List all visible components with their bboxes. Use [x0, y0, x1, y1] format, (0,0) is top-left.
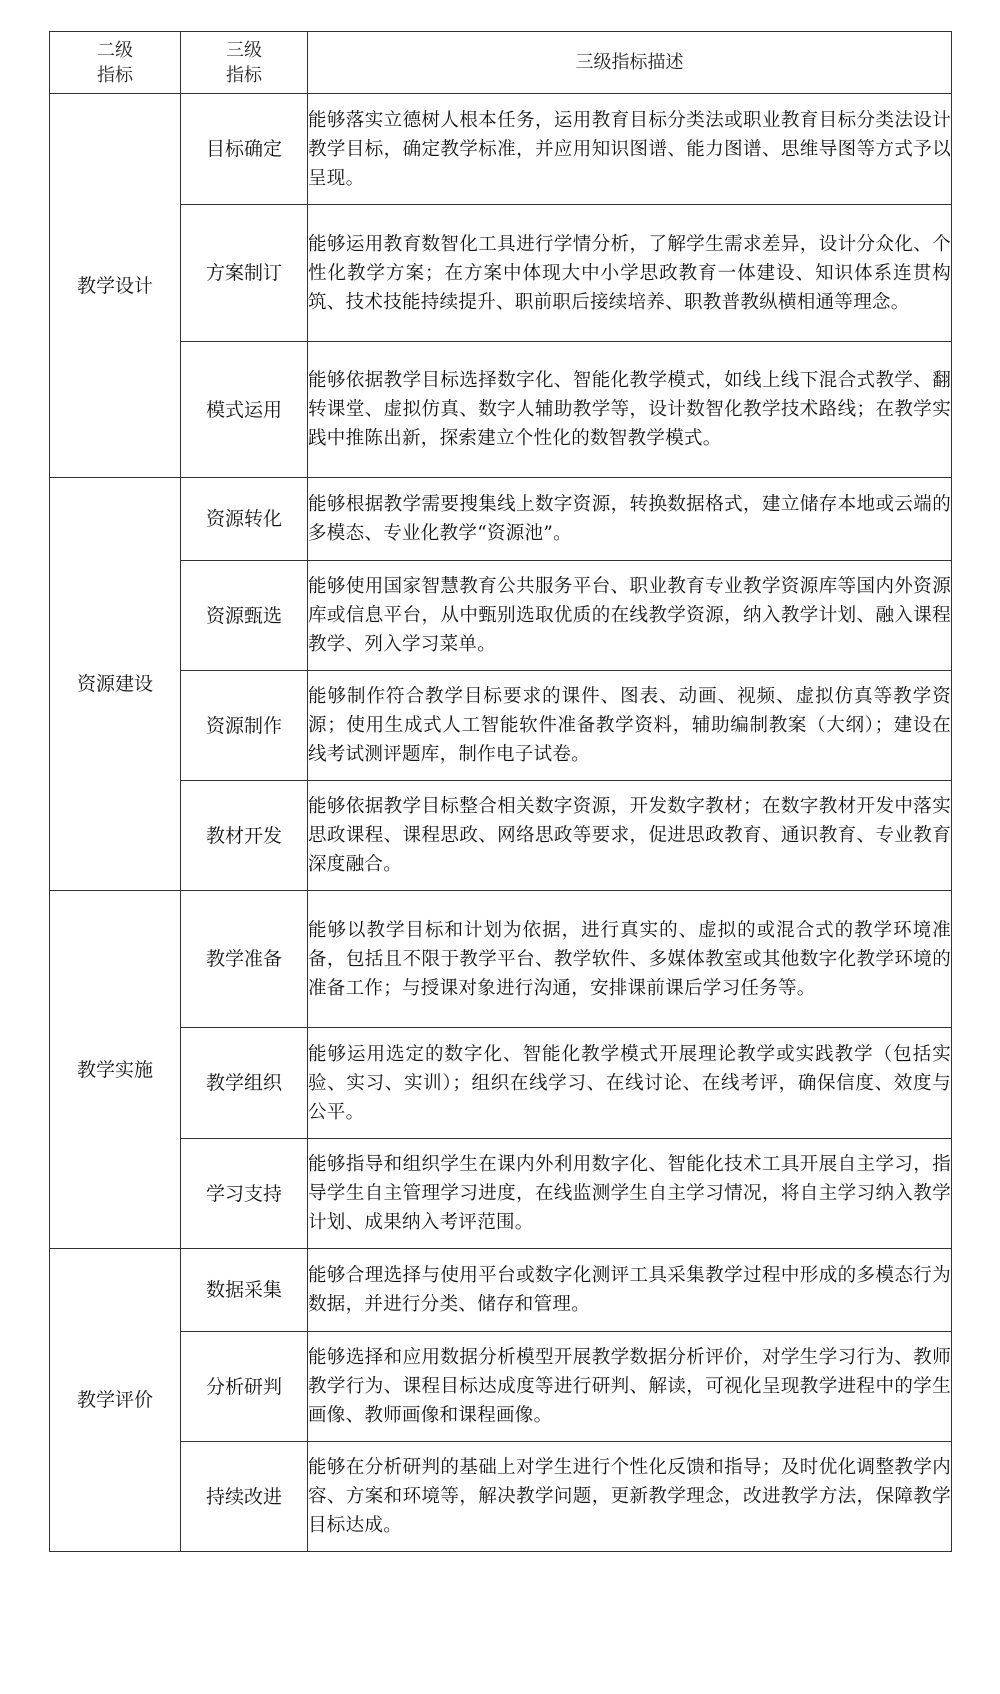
level2-teaching-evaluation: 教学评价	[50, 1249, 181, 1552]
desc-cell: 能够选择和应用数据分析模型开展教学数据分析评价，对学生学习行为、教师教学行为、课程目标达成度等进行研判、解读，可视化呈现教学进程中的学生画像、教师画像和课程画像。	[308, 1332, 952, 1442]
desc-cell: 能够使用国家智慧教育公共服务平台、职业教育专业教学资源库等国内外资源库或信息平台，从中甄别选取优质的在线教学资源，纳入教学计划、融入课程教学、列入学习菜单。	[308, 561, 952, 671]
level2-teaching-implementation: 教学实施	[50, 891, 181, 1249]
header-description-label: 三级指标描述	[575, 52, 684, 73]
header-level2-line1: 二级	[97, 39, 133, 61]
table-row	[50, 1139, 952, 1249]
table-row	[50, 891, 952, 1028]
table-row	[50, 1442, 952, 1552]
table-row	[50, 781, 952, 891]
indicator-table	[49, 31, 952, 1552]
desc-cell: 能够制作符合教学目标要求的课件、图表、动画、视频、虚拟仿真等教学资源；使用生成式人工智能软件准备教学资料，辅助编制教案（大纲）；建设在线考试测评题库，制作电子试卷。	[308, 671, 952, 781]
header-level3	[181, 32, 308, 94]
level3-cell: 分析研判	[181, 1332, 308, 1442]
table-row	[50, 94, 952, 205]
header-level2	[50, 32, 181, 94]
desc-cell: 能够在分析研判的基础上对学生进行个性化反馈和指导；及时优化调整教学内容、方案和环境等，解决教学问题，更新教学理念，改进教学方法，保障教学目标达成。	[308, 1442, 952, 1552]
table-row	[50, 342, 952, 478]
level3-cell: 资源制作	[181, 671, 308, 781]
desc-cell: 能够落实立德树人根本任务，运用教育目标分类法或职业教育目标分类法设计教学目标，确定教学标准，并应用知识图谱、能力图谱、思维导图等方式予以呈现。	[308, 94, 952, 205]
desc-cell: 能够指导和组织学生在课内外利用数字化、智能化技术工具开展自主学习，指导学生自主管理学习进度，在线监测学生自主学习情况，将自主学习纳入教学计划、成果纳入考评范围。	[308, 1139, 952, 1249]
table-row	[50, 1028, 952, 1139]
level3-cell: 资源甄选	[181, 561, 308, 671]
desc-cell: 能够运用教育数智化工具进行学情分析，了解学生需求差异，设计分众化、个性化教学方案；在方案中体现大中小学思政教育一体建设、知识体系连贯构筑、技术技能持续提升、职前职后接续培养、职教普教纵横相通等理念。	[308, 205, 952, 342]
desc-cell: 能够依据教学目标选择数字化、智能化教学模式，如线上线下混合式教学、翻转课堂、虚拟仿真、数字人辅助教学等，设计数智化教学技术路线；在教学实践中推陈出新，探索建立个性化的数智教学模式。	[308, 342, 952, 478]
level3-cell: 模式运用	[181, 342, 308, 478]
table-row	[50, 1332, 952, 1442]
level3-cell: 持续改进	[181, 1442, 308, 1552]
table-row	[50, 671, 952, 781]
desc-cell: 能够合理选择与使用平台或数字化测评工具采集教学过程中形成的多模态行为数据，并进行分类、储存和管理。	[308, 1249, 952, 1332]
level3-cell: 教材开发	[181, 781, 308, 891]
table-row	[50, 478, 952, 561]
level3-cell: 学习支持	[181, 1139, 308, 1249]
table-row	[50, 1249, 952, 1332]
header-level3-line1: 三级	[226, 39, 262, 61]
level2-resource-building: 资源建设	[50, 478, 181, 891]
level3-cell: 资源转化	[181, 478, 308, 561]
level2-teaching-design: 教学设计	[50, 94, 181, 478]
level3-cell: 方案制订	[181, 205, 308, 342]
level3-cell: 教学组织	[181, 1028, 308, 1139]
desc-cell: 能够以教学目标和计划为依据，进行真实的、虚拟的或混合式的教学环境准备，包括且不限于教学平台、教学软件、多媒体教室或其他数字化教学环境的准备工作；与授课对象进行沟通，安排课前课后学习任务等。	[308, 891, 952, 1028]
desc-cell: 能够运用选定的数字化、智能化教学模式开展理论教学或实践教学（包括实验、实习、实训）；组织在线学习、在线讨论、在线考评，确保信度、效度与公平。	[308, 1028, 952, 1139]
desc-cell: 能够根据教学需要搜集线上数字资源，转换数据格式，建立储存本地或云端的多模态、专业化教学“资源池”。	[308, 478, 952, 561]
header-row	[50, 32, 952, 94]
table-row	[50, 205, 952, 342]
level3-cell: 数据采集	[181, 1249, 308, 1332]
desc-cell: 能够依据教学目标整合相关数字资源，开发数字教材；在数字教材开发中落实思政课程、课程思政、网络思政等要求，促进思政教育、通识教育、专业教育深度融合。	[308, 781, 952, 891]
header-level3-line2: 指标	[226, 64, 262, 86]
header-description	[308, 32, 952, 94]
level3-cell: 目标确定	[181, 94, 308, 205]
table-row	[50, 561, 952, 671]
header-level2-line2: 指标	[97, 64, 133, 86]
level3-cell: 教学准备	[181, 891, 308, 1028]
